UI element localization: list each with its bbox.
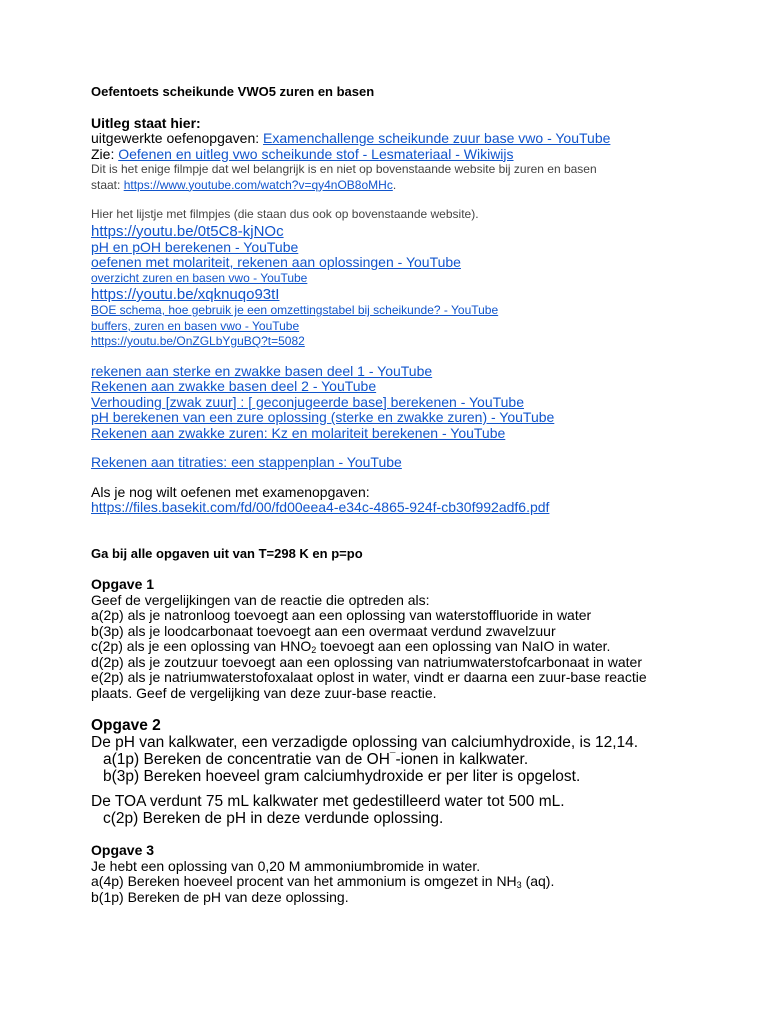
- opgave-3-a-subscript: 3: [516, 880, 522, 890]
- opgave-3-heading: Opgave 3: [91, 842, 155, 858]
- opgave-3-a-post: (aq).: [521, 873, 555, 889]
- opgave-1-c-subscript: 2: [311, 645, 317, 655]
- opgave-2-a: [91, 751, 731, 768]
- video-links-list-2: [91, 364, 731, 442]
- examen-intro: Als je nog wilt oefenen met examenopgaven:: [91, 483, 370, 500]
- opgave-3-b: b(1p) Bereken de pH van deze oplossing.: [91, 888, 349, 905]
- opgave-1-b: b(3p) als je loodcarbonaat toevoegt aan een overmaat verdund zwavelzuur: [91, 622, 556, 639]
- video-link[interactable]: buffers, zuren en basen vwo - YouTube: [91, 318, 300, 333]
- opgave-2-a-pre: a(1p) Bereken de concentratie van de OH: [103, 751, 390, 768]
- opgave-2-heading: Opgave 2: [91, 717, 161, 734]
- opgave-1-intro: Geef de vergelijkingen van de reactie die optreden als:: [91, 591, 430, 608]
- video-links-list-1: [91, 223, 731, 350]
- titraties-link[interactable]: Rekenen aan titraties: een stappenplan - YouTube: [91, 454, 402, 470]
- opgave-2-intro: De pH van kalkwater, een verzadigde oplossing van calciumhydroxide, is 12,14.: [91, 734, 639, 751]
- list-intro: Hier het lijstje met filmpjes (die staan dus ook op bovenstaande website).: [91, 207, 479, 221]
- video-link[interactable]: https://youtu.be/OnZGLbYguBQ?t=5082: [91, 334, 305, 348]
- video-link[interactable]: rekenen aan sterke en zwakke basen deel 1 - YouTube: [91, 362, 433, 379]
- opgave-1-heading: Opgave 1: [91, 576, 155, 592]
- opgave-3-intro: Je hebt een oplossing van 0,20 M ammoniumbromide in water.: [91, 857, 481, 874]
- uitleg-line-2: [91, 147, 731, 163]
- opgave-3-a: [91, 874, 731, 890]
- video-link[interactable]: https://youtu.be/0t5C8-kjNOc: [91, 222, 284, 240]
- opgave-1-e-line-2: plaats. Geef de vergelijking van deze zuur-base reactie.: [91, 684, 437, 701]
- opgave-2-c: c(2p) Bereken de pH in deze verdunde oplossing.: [103, 810, 444, 827]
- opgave-2-toa: De TOA verdunt 75 mL kalkwater met gedestilleerd water tot 500 mL.: [91, 793, 565, 810]
- note-line-1: Dit is het enige filmpje dat wel belangrijk is en niet op bovenstaande website bij zuren en basen: [91, 162, 597, 176]
- conditions-heading: Ga bij alle opgaven uit van T=298 K en p=po: [91, 545, 363, 561]
- note-line-2-prefix: staat:: [91, 177, 124, 192]
- video-link[interactable]: Rekenen aan zwakke zuren: Kz en molariteit berekenen - YouTube: [91, 424, 506, 441]
- document-page: [91, 84, 731, 905]
- video-link[interactable]: overzicht zuren en basen vwo - YouTube: [91, 270, 308, 285]
- video-link[interactable]: Verhouding [zwak zuur] : [ geconjugeerde base] berekenen - YouTube: [91, 393, 525, 410]
- video-link[interactable]: BOE schema, hoe gebruik je een omzettingstabel bij scheikunde? - YouTube: [91, 303, 499, 317]
- youtube-watch-link[interactable]: https://www.youtube.com/watch?v=qy4nOB8oMHc: [123, 177, 393, 192]
- video-link[interactable]: oefenen met molariteit, rekenen aan oplossingen - YouTube: [91, 254, 461, 270]
- opgave-2-a-post: -ionen in kalkwater.: [395, 751, 529, 768]
- video-link[interactable]: pH berekenen van een zure oplossing (sterke en zwakke zuren) - YouTube: [91, 409, 555, 425]
- note-line-2: [91, 178, 731, 194]
- uitleg-line-1: [91, 131, 731, 147]
- wikiwijs-link[interactable]: Oefenen en uitleg vwo scheikunde stof - Lesmateriaal - Wikiwijs: [118, 145, 514, 162]
- note-line-2-suffix: .: [392, 177, 397, 192]
- opgave-1-d: d(2p) als je zoutzuur toevoegt aan een oplossing van natriumwaterstofcarbonaat in water: [91, 653, 642, 670]
- opgave-2-a-superscript: ¯: [389, 752, 396, 763]
- uitleg-line-2-prefix: Zie:: [91, 145, 119, 162]
- examen-pdf-link[interactable]: https://files.basekit.com/fd/00/fd00eea4-e34c-4865-924f-cb30f992adf6.pdf: [91, 499, 550, 515]
- opgave-3-a-pre: a(4p) Bereken hoeveel procent van het ammonium is omgezet in NH: [91, 873, 517, 889]
- opgave-1-c: [91, 639, 731, 655]
- opgave-1-c-pre: c(2p) als je een oplossing van HNO: [91, 638, 312, 654]
- video-link[interactable]: https://youtu.be/xqknuqo93tI: [91, 286, 280, 303]
- opgave-1-e-line-1: e(2p) als je natriumwaterstofoxalaat oplost in water, vindt er daarna een zuur-base reactie: [91, 669, 647, 685]
- opgave-1-c-post: toevoegt aan een oplossing van NaIO in water.: [316, 638, 611, 654]
- document-title: Oefentoets scheikunde VWO5 zuren en basen: [91, 84, 375, 99]
- opgave-2-b: b(3p) Bereken hoeveel gram calciumhydroxide er per liter is opgelost.: [103, 768, 581, 785]
- uitleg-heading: Uitleg staat hier:: [91, 114, 201, 131]
- examenchallenge-link[interactable]: Examenchallenge scheikunde zuur base vwo - YouTube: [263, 130, 611, 146]
- video-link[interactable]: Rekenen aan zwakke basen deel 2 - YouTube: [91, 378, 377, 394]
- opgave-1-a: a(2p) als je natronloog toevoegt aan een oplossing van waterstoffluoride in water: [91, 607, 592, 623]
- uitleg-line-1-prefix: uitgewerkte oefenopgaven:: [91, 130, 264, 146]
- video-link[interactable]: pH en pOH berekenen - YouTube: [91, 238, 299, 255]
